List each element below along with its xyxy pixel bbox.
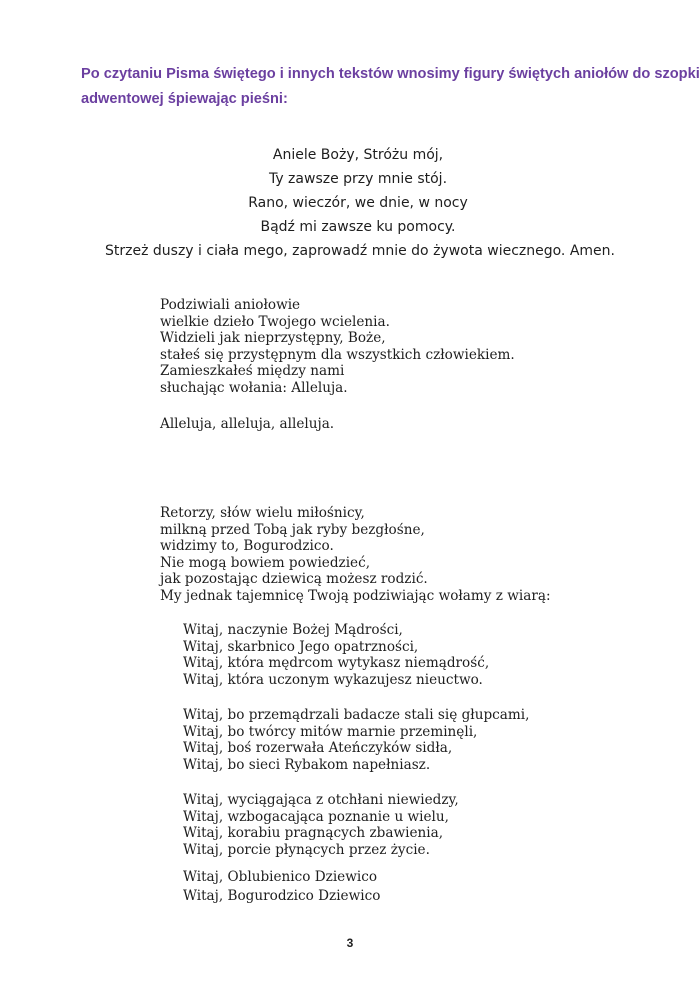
stanza-line: Witaj, bo sieci Rybakom napełniasz. [183, 756, 431, 773]
intro-line: adwentowej śpiewając pieśni: [81, 91, 288, 107]
stanza-line: Witaj, która uczonym wykazujesz nieuctwo. [183, 671, 483, 688]
akathist-line: milkną przed Tobą jak ryby bezgłośne, [160, 521, 425, 538]
intro-heading [81, 62, 700, 112]
akathist-line: Retorzy, słów wielu miłośnicy, [160, 505, 365, 521]
akathist-stanza-1 [183, 622, 489, 688]
alleluia-line: Alleluja, alleluja, alleluja. [160, 416, 335, 432]
akathist-line: jak pozostając dziewicą możesz rodzić. [160, 571, 428, 587]
guardian-angel-prayer [0, 143, 700, 263]
stanza-line: Witaj, wzbogacająca poznanie u wielu, [183, 808, 449, 825]
akathist-intro [160, 505, 551, 604]
stanza-line: Witaj, skarbnico Jego opatrzności, [183, 638, 419, 655]
hymn-line: słuchając wołania: Alleluja. [160, 379, 348, 396]
hymn-line: stałeś się przystępnym dla wszystkich człowiekiem. [160, 346, 515, 363]
page-number: 3 [346, 936, 354, 950]
intro-line: Po czytaniu Pisma świętego i innych tekstów wnosimy figury świętych aniołów do szopki [81, 66, 700, 82]
hymn-line: Widzieli jak nieprzystępny, Boże, [160, 330, 386, 346]
stanza-line: Witaj, naczynie Bożej Mądrości, [183, 622, 403, 638]
prayer-line: Strzeż duszy i ciała mego, zaprowadź mnie do żywota wiecznego. Amen. [105, 243, 615, 259]
prayer-line: Rano, wieczór, we dnie, w nocy [248, 195, 468, 211]
alleluia-refrain [160, 416, 334, 433]
hymn-line: Zamieszkałeś między nami [160, 363, 345, 379]
prayer-line: Bądź mi zawsze ku pomocy. [260, 219, 456, 235]
stanza-line: Witaj, Oblubienico Dziewico [183, 869, 378, 885]
stanza-line: Witaj, bo przemądrzali badacze stali się głupcami, [183, 707, 530, 723]
stanza-line: Witaj, bo twórcy mitów marnie przeminęli, [183, 723, 478, 740]
stanza-line: Witaj, korabiu pragnących zbawienia, [183, 825, 444, 841]
stanza-line: Witaj, która mędrcom wytykasz niemądrość, [183, 655, 490, 671]
stanza-line: Witaj, porcie płynących przez życie. [183, 841, 430, 858]
hymn-line: wielkie dzieło Twojego wcielenia. [160, 313, 390, 330]
stanza-line: Witaj, boś rozerwała Ateńczyków sidła, [183, 740, 453, 756]
akathist-stanza-3 [183, 792, 459, 858]
prayer-line: Ty zawsze przy mnie stój. [268, 171, 448, 187]
hymn-line: Podziwiali aniołowie [160, 297, 301, 313]
stanza-line: Witaj, wyciągająca z otchłani niewiedzy, [183, 792, 459, 808]
akathist-stanza-2 [183, 707, 529, 773]
akathist-line: widzimy to, Bogurodzico. [160, 538, 334, 554]
hymn-angels-marvelled [160, 297, 515, 396]
akathist-line: Nie mogą bowiem powiedzieć, [160, 554, 371, 571]
akathist-line: My jednak tajemnicę Twoją podziwiając wołamy z wiarą: [160, 587, 551, 604]
akathist-stanza-4 [183, 868, 380, 906]
prayer-line: Aniele Boży, Stróżu mój, [272, 147, 444, 163]
stanza-line: Witaj, Bogurodzico Dziewico [183, 888, 381, 904]
